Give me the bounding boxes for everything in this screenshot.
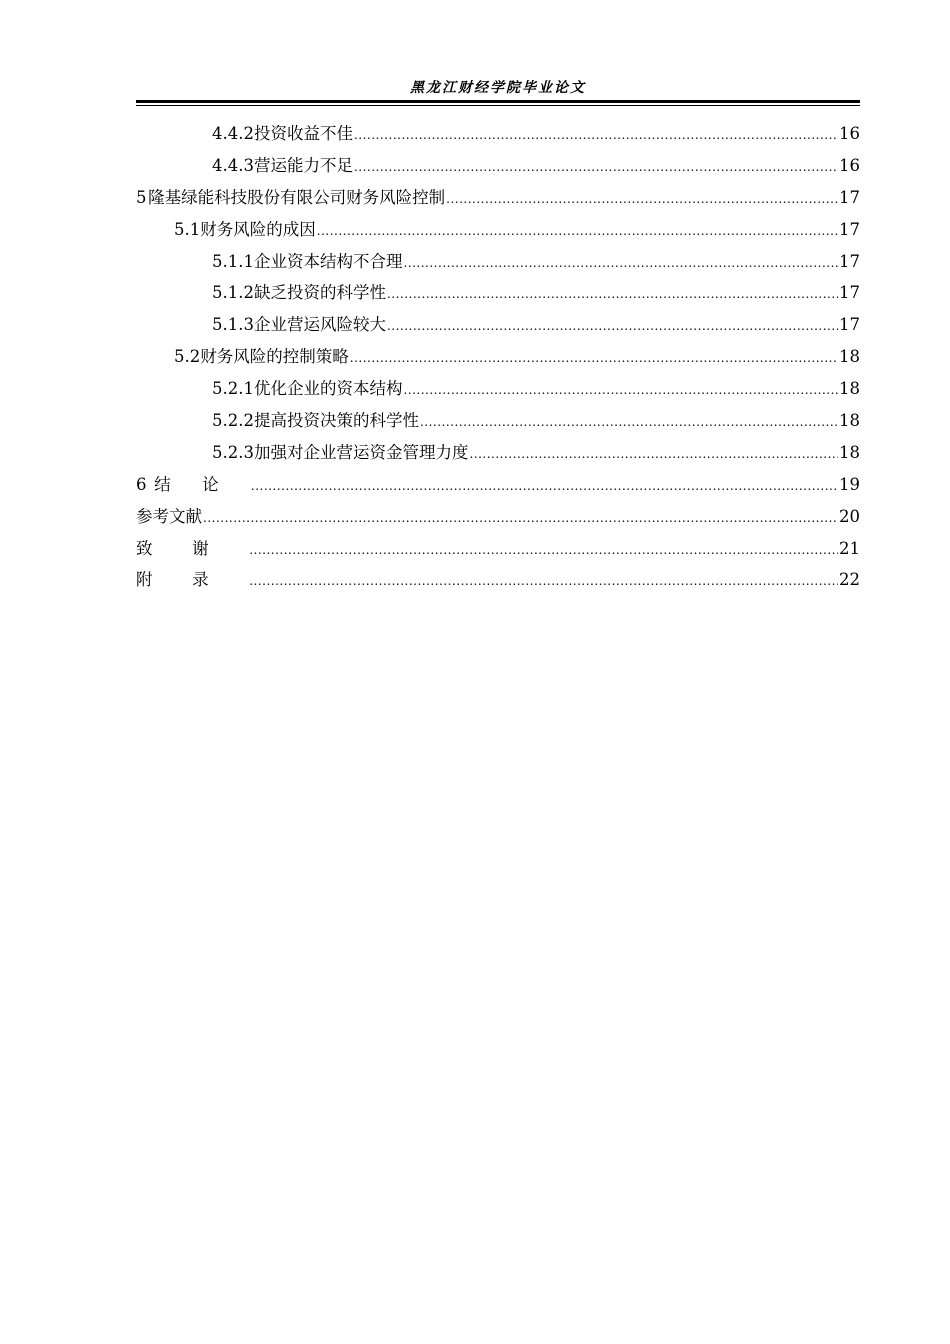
toc-number: 5.1 — [174, 219, 201, 239]
toc-page-number: 17 — [839, 283, 860, 303]
toc-entry-5-2-3[interactable] — [136, 439, 860, 471]
toc-entry-acknowledgements[interactable] — [136, 535, 860, 567]
toc-leader-dots — [420, 415, 838, 429]
toc-title: 企业资本结构不合理 — [253, 251, 403, 271]
toc-number: 5.2.1 — [212, 379, 254, 399]
toc-number: 5.2.2 — [212, 411, 254, 431]
toc-leader-dots — [469, 447, 838, 461]
toc-number: 5.2 — [174, 347, 201, 367]
toc-entry-5-1-3[interactable] — [136, 311, 860, 343]
toc-entry-5-1[interactable] — [136, 216, 860, 248]
toc-page-number: 17 — [839, 315, 860, 335]
toc-entry-5-2-1[interactable] — [136, 375, 860, 407]
toc-leader-dots — [203, 511, 838, 525]
toc-title: 结论 — [154, 474, 250, 494]
toc-title: 附录 — [136, 570, 249, 590]
toc-page-number: 21 — [839, 538, 860, 558]
toc-entry-6[interactable] — [136, 471, 860, 503]
toc-entry-4-4-2[interactable] — [136, 120, 860, 152]
toc-title: 财务风险的控制策略 — [200, 347, 349, 367]
toc-leader-dots — [317, 224, 838, 238]
toc-leader-dots — [354, 160, 838, 174]
toc-number: 5.1.1 — [212, 251, 254, 271]
toc-page-number: 18 — [839, 379, 860, 399]
toc-title: 优化企业的资本结构 — [253, 379, 403, 399]
toc-entry-5-2-2[interactable] — [136, 407, 860, 439]
toc-leader-dots — [350, 351, 838, 365]
toc-page-number: 22 — [839, 570, 860, 590]
toc-leader-dots — [354, 128, 838, 142]
toc-number: 4.4.3 — [212, 155, 254, 175]
toc-title: 财务风险的成因 — [200, 219, 316, 239]
toc-title: 投资收益不佳 — [253, 124, 353, 143]
toc-entry-references[interactable] — [136, 503, 860, 535]
toc-number: 4.4.2 — [212, 124, 254, 143]
toc-leader-dots — [403, 256, 838, 270]
toc-page-number: 18 — [839, 442, 860, 462]
toc-number: 5.1.3 — [212, 315, 254, 335]
toc-number: 5 — [136, 187, 147, 207]
toc-page-number: 19 — [839, 474, 860, 494]
toc-number: 5.1.2 — [212, 283, 254, 303]
toc-entry-5-1-1[interactable] — [136, 248, 860, 280]
toc-entry-4-4-3[interactable] — [136, 152, 860, 184]
toc-entry-5[interactable] — [136, 184, 860, 216]
toc-title: 隆基绿能科技股份有限公司财务风险控制 — [148, 187, 446, 207]
toc-page-number: 16 — [839, 155, 860, 175]
toc-leader-dots — [249, 543, 838, 557]
toc-page-number: 20 — [839, 506, 860, 526]
toc-page-number: 17 — [839, 251, 860, 271]
header-rule-thick — [136, 100, 860, 103]
toc-title: 参考文献 — [136, 506, 202, 526]
toc-page-number: 16 — [839, 124, 860, 143]
toc-leader-dots — [387, 319, 838, 333]
toc-number: 6 — [136, 474, 147, 494]
toc-leader-dots — [403, 383, 838, 397]
toc-entry-appendix[interactable] — [136, 566, 860, 598]
toc-leader-dots — [446, 192, 838, 206]
toc-title: 营运能力不足 — [253, 155, 353, 175]
toc-leader-dots — [387, 287, 838, 301]
toc-page-number: 18 — [839, 347, 860, 367]
toc-page-number: 18 — [839, 411, 860, 431]
toc-title: 企业营运风险较大 — [253, 315, 386, 335]
table-of-contents — [136, 120, 860, 598]
page-header-title: 黑龙江财经学院毕业论文 — [410, 80, 586, 96]
toc-title: 加强对企业营运资金管理力度 — [253, 442, 469, 462]
header-rule-thin — [136, 105, 860, 106]
toc-title: 致谢 — [136, 538, 249, 558]
toc-entry-5-2[interactable] — [136, 343, 860, 375]
toc-page-number: 17 — [839, 187, 860, 207]
toc-page-number: 17 — [839, 219, 860, 239]
toc-title: 缺乏投资的科学性 — [253, 283, 386, 303]
toc-entry-5-1-2[interactable] — [136, 279, 860, 311]
toc-leader-dots — [249, 574, 838, 588]
toc-title: 提高投资决策的科学性 — [253, 411, 419, 431]
toc-number: 5.2.3 — [212, 442, 254, 462]
toc-leader-dots — [251, 479, 838, 493]
